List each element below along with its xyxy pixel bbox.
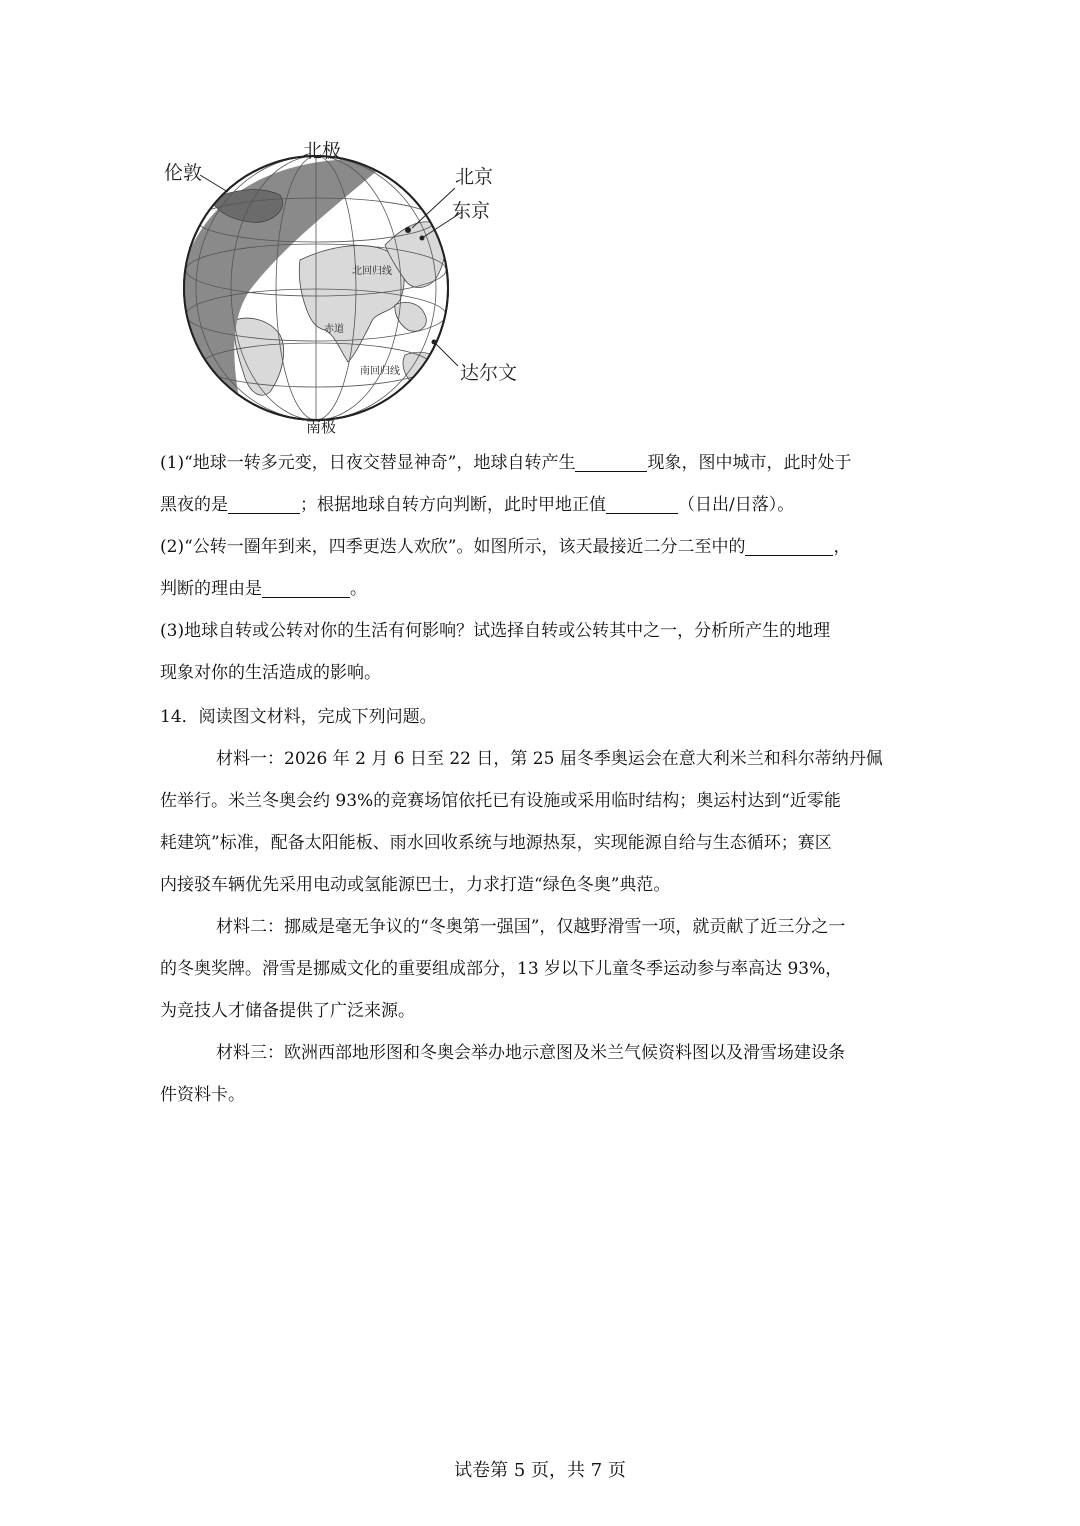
material-2-line: 为竞技人才储备提供了广泛来源。 <box>160 1001 415 1021</box>
q3-line-1: (3)地球自转或公转对你的生活有何影响？试选择自转或公转其中之一，分析所产生的地理 <box>160 621 831 641</box>
tokyo-label: 东京 <box>452 200 491 222</box>
tropic-of-capricorn-label: 南回归线 <box>360 366 400 377</box>
answer-blank[interactable] <box>606 491 678 514</box>
question-14-block <box>160 696 920 1116</box>
material-1-line: 耗建筑”标准，配备太阳能板、雨水回收系统与地源热泵，实现能源自给与生态循环；赛区 <box>160 833 832 853</box>
question-13-block <box>160 442 920 694</box>
north-pole-label: 北极 <box>303 140 342 162</box>
answer-blank[interactable] <box>228 491 300 514</box>
answer-blank[interactable] <box>262 575 350 598</box>
q2-line-2: 判断的理由是 。 <box>160 568 920 610</box>
globe-figure <box>150 130 550 440</box>
material-2-line: 材料二：挪威是毫无争议的“冬奥第一强国”，仅越野滑雪一项，就贡献了近三分之一 <box>216 917 846 937</box>
south-pole-label: 南极 <box>306 418 337 436</box>
equator-label: 赤道 <box>324 324 344 335</box>
answer-blank[interactable] <box>575 449 647 472</box>
material-1-line: 佐举行。米兰冬奥会约 93%的竞赛场馆依托已有设施或采用临时结构；奥运村达到“近零能 <box>160 791 841 811</box>
q3-line-2: 现象对你的生活造成的影响。 <box>160 663 381 683</box>
page-footer: 试卷第 5 页，共 7 页 <box>454 1460 626 1481</box>
q1-line-2: 黑夜的是 ；根据地球自转方向判断，此时甲地正值 （日出/日落）。 <box>160 484 920 526</box>
q1-line-1: (1)“地球一转多元变，日夜交替显神奇”，地球自转产生 现象，图中城市，此时处于 <box>160 442 920 484</box>
material-1-line: 内接驳车辆优先采用电动或氢能源巴士，力求打造“绿色冬奥”典范。 <box>160 875 671 895</box>
beijing-label: 北京 <box>455 166 494 188</box>
material-1-line: 材料一：2026 年 2 月 6 日至 22 日，第 25 届冬季奥运会在意大利米兰和科尔蒂纳丹佩 <box>216 749 883 769</box>
material-2-line: 的冬奥奖牌。滑雪是挪威文化的重要组成部分，13 岁以下儿童冬季运动参与率高达 93%， <box>160 959 843 979</box>
q2-line-1: (2)“公转一圈年到来，四季更迭人欢欣”。如图所示，该天最接近二分二至中的 ， <box>160 526 920 568</box>
material-3-line: 材料三：欧洲西部地形图和冬奥会举办地示意图及米兰气候资料图以及滑雪场建设条 <box>216 1043 845 1063</box>
material-3-line: 件资料卡。 <box>160 1085 245 1105</box>
tropic-of-cancer-label: 北回归线 <box>352 266 392 277</box>
answer-blank[interactable] <box>745 533 833 556</box>
darwin-label: 达尔文 <box>460 362 518 384</box>
london-label: 伦敦 <box>164 162 203 184</box>
question-14-title: 14．阅读图文材料，完成下列问题。 <box>160 707 437 727</box>
